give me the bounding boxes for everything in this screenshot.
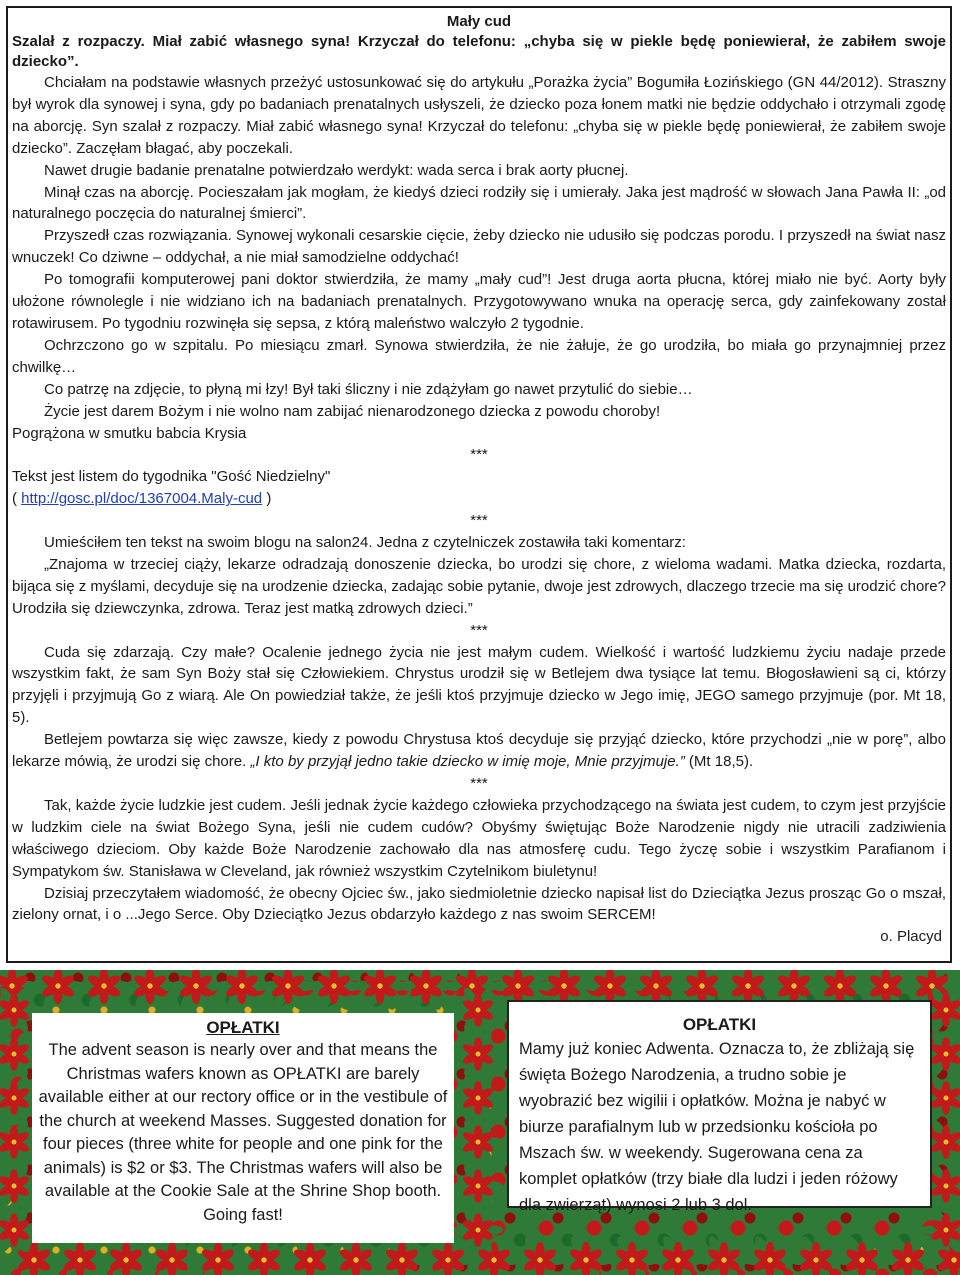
closing-paragraph: Tak, każde życie ludzkie jest cudem. Jeśli jednak życie każdego człowieka przychodzącego na świata jest cudem, to czym jest przyjście w ludzkim ciele na świat Bożego Syna, jeśli nie cudem cudów? Obyśmy świętując Boże Narodzenie nigdy nie utracili zadziwienia właściwego dzieciom. Oby każde Boże Narodzenie zachowało dla nas atmosferę cudu. Tego życzę sobie i wszystkim Parafianom i Sympatykom św. Stanisława w Cleveland, jak również wszystkim Czytelnikom biuletynu! <box>12 796 946 880</box>
poinsettia-icon <box>353 970 407 1012</box>
article-paragraph: Minął czas na aborcję. Pocieszałam jak mogłam, że kiedyś dzieci rodziły się i umierały. Jaka jest mądrość w słowach Jana Pawła II: „od naturalnego poczęcia do naturalnej śmierci”. <box>12 183 946 223</box>
scripture-quote: „I kto by przyjął jedno takie dziecko w imię moje, Mnie przyjmuje.” <box>250 753 685 771</box>
article-paragraph: Co patrzę na zdjęcie, to płyną mi łzy! Był taki śliczny i nie zdążyłam go nawet przytulić do siebie… <box>44 380 693 398</box>
reflection-paragraph <box>10 729 948 773</box>
source-line <box>10 488 948 510</box>
poinsettia-icon <box>77 970 131 1012</box>
poinsettia-icon <box>835 1234 889 1275</box>
closing-paragraph: Dzisiaj przeczytałem wiadomość, że obecny Ojciec św., jako siedmioletnie dziecko napisał list do Dzieciątka Jezus prosząc Go o mszał, zielony ornat, i o ...Jego Serce. Oby Dzieciątko Jezus obdarzyło każdego z nas swoim SERCEM! <box>12 884 946 924</box>
poinsettia-icon <box>453 1030 503 1079</box>
poinsettia-icon <box>453 1118 503 1167</box>
poinsettia-icon <box>743 1234 797 1275</box>
poinsettia-icon <box>513 1234 567 1275</box>
poinsettia-icon <box>651 1234 705 1275</box>
poinsettia-icon <box>261 970 315 1012</box>
poinsettia-icon <box>399 970 453 1012</box>
article-box <box>6 6 952 963</box>
poinsettia-icon <box>789 1234 843 1275</box>
notice-body: The advent season is nearly over and that means the Christmas wafers known as OPŁATKI are barely available either at our rectory office or in the vestibule of the church at weekend Masses. Suggested donation for four pieces (three white for people and one pink for the animals) is $2 or $3. The Christmas wafers will also be available at the Cookie Sale at the Shrine Shop booth. Going fast! <box>38 1041 448 1224</box>
source-intro: Tekst jest listem do tygodnika "Gość Niedzielny" <box>12 468 331 486</box>
poinsettia-icon <box>453 1074 503 1123</box>
article-paragraph: Ochrzczono go w szpitalu. Po miesiącu zmarł. Synowa stwierdziła, że nie żałuje, że go urodziła, bo miała go przynajmniej przez chwilkę… <box>12 336 946 376</box>
notice-heading: OPŁATKI <box>206 1018 280 1037</box>
poinsettia-icon <box>605 1234 659 1275</box>
notice-english <box>32 1013 454 1243</box>
poinsettia-icon <box>559 1234 613 1275</box>
article-paragraph: Życie jest darem Bożym i nie wolno nam zabijać nienarodzonego dziecka z powodu choroby! <box>44 402 661 420</box>
poinsettia-icon <box>697 1234 751 1275</box>
article-lead: Szalał z rozpaczy. Miał zabić własnego syna! Krzyczał do telefonu: „chyba się w piekle będę poniewierał, że zabiłem swoje dziecko”. <box>12 33 946 70</box>
notice-heading: OPŁATKI <box>682 1015 757 1034</box>
section-divider: *** <box>470 621 488 639</box>
poinsettia-icon <box>215 970 269 1012</box>
reader-comment: „Znajoma w trzeciej ciąży, lekarze odradzają donoszenie dziecka, bo urodzi się chore, z wieloma wadami. Matka dziecka, rozdarta, bijąca się z myślami, decyduje się na urodzenie dziecka, zadając sobie pytanie, dwoje jest zdrowych, dlaczego trzecie ma się urodzić chore? Urodziła się dziewczynka, zdrowa. Teraz jest matką zdrowych dzieci.” <box>12 555 946 617</box>
notice-body: Mamy już koniec Adwenta. Oznacza to, że zbliżają się święta Bożego Narodzenia, a trudno sobie je wyobrazić bez wigilii i opłatków. Można je nabyć w biurze parafialnym lub w przedsionku kościoła po Mszach św. w weekendy. Sugerowana cena za komplet opłatków (trzy białe dla ludzi i jeden różowy dla zwierząt) wynosi 2 lub 3 dol. <box>519 1040 915 1214</box>
poinsettia-icon <box>881 1234 935 1275</box>
section-divider: *** <box>470 512 488 530</box>
section-divider: *** <box>470 446 488 464</box>
source-open: ( <box>12 490 22 508</box>
article-paragraph: Przyszedł czas rozwiązania. Synowej wykonali cesarskie cięcie, żeby dziecko nie udusiło się podczas porodu. I przyszedł na świat nasz wnuczek! Co dziwne – oddychał, a nie miał samodzielne oddychać! <box>12 227 946 267</box>
blog-intro: Umieściłem ten tekst na swoim blogu na salon24. Jedna z czytelniczek zostawiła taki komentarz: <box>44 534 686 552</box>
article-paragraph: Po tomografii komputerowej pani doktor stwierdziła, że mamy „mały cud”! Jest druga aorta płucna, której miało nie być. Aorty były ułożone równolegle i nie widziano ich na badaniach prenatalnych. Przygotowywano wnuka na operację serca, gdy zainfekowany został rotawirusem. Po tygodniu rozwinęła się sepsa, z którą maleństwo walczyło 2 tygodnie. <box>12 271 946 332</box>
poinsettia-icon <box>123 970 177 1012</box>
notice-polish <box>507 1000 932 1214</box>
letter-signature: Pogrążona w smutku babcia Krysia <box>12 424 247 442</box>
article-title: Mały cud <box>446 13 512 30</box>
poinsettia-icon <box>31 970 85 1012</box>
scripture-reference: (Mt 18,5). <box>684 753 754 771</box>
reflection-text: Betlejem powtarza się więc zawsze, kiedy z powodu Chrystusa ktoś decyduje się przyjąć dziecko, które przychodzi „nie w porę”, albo lekarze mówią, że urodzi się chore. <box>12 731 946 771</box>
article-paragraph: Chciałam na podstawie własnych przeżyć ustosunkować się do artykułu „Porażka życia” Bogumiła Łozińskiego (GN 44/2012). Straszny był wyrok dla synowej i syna, gdy po badaniach prenatalnych usłyszeli, że dziecko poza łonem matki nie będzie oddychało i otrzymali zgodę na aborcję. Syn szalał z rozpaczy. Miał zabić własnego syna! Krzyczał do telefonu: „chyba się w piekle będę poniewierał, że zabiłem swoje dziecko”. Zaczęłam błagać, aby poczekali. <box>12 74 946 157</box>
source-link[interactable]: http://gosc.pl/doc/1367004.Maly-cud <box>21 490 263 508</box>
section-divider: *** <box>470 775 488 792</box>
reflection-paragraph: Cuda się zdarzają. Czy małe? Ocalenie jednego życia nie jest małym cudem. Wielkość i wartość ludzkiemu życiu nadaje przede wszystkim fakt, że sam Syn Boży stał się Człowiekiem. Chrystus urodził się w Betlejem dwa tysiące lat temu. Błogosławieni są ci, którzy przyjęli i przyjmują Go z wiarą. Ale On powiedział także, że jeśli ktoś przyjmuje dziecko w Jego imię, JEGO samego przyjmuje (por. Mt 18, 5). <box>12 643 946 727</box>
author-signature: o. Placyd <box>880 928 942 946</box>
source-close: ) <box>262 490 272 508</box>
poinsettia-icon <box>307 970 361 1012</box>
article-paragraph: Nawet drugie badanie prenatalne potwierdzało werdykt: wada serca i brak aorty płucnej. <box>44 161 629 179</box>
poinsettia-icon <box>453 1162 503 1211</box>
poinsettia-icon <box>169 970 223 1012</box>
